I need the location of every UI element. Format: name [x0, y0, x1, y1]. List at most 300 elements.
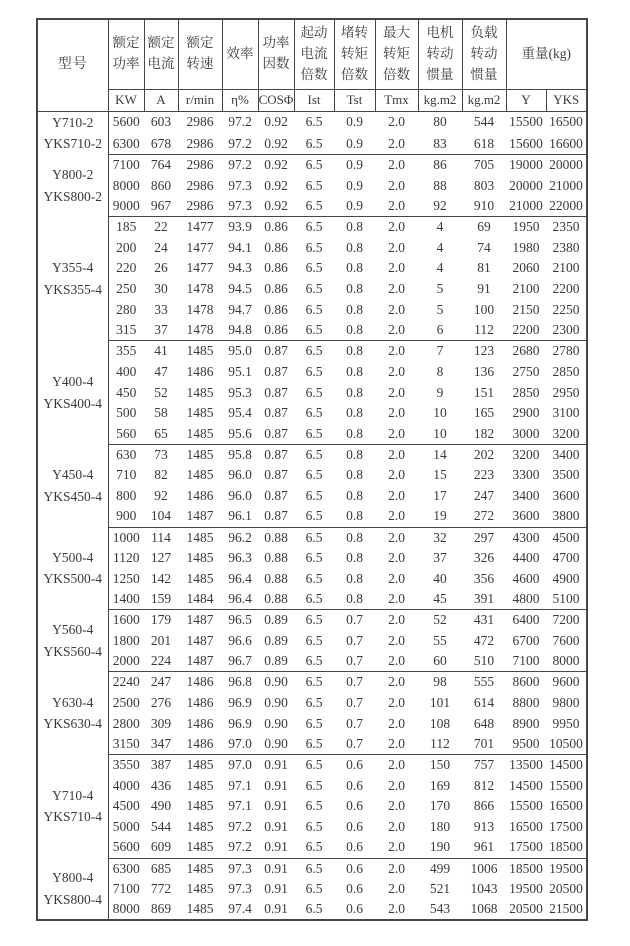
data-cell: 6.5 [305, 384, 323, 400]
data-cell: 2000 [108, 651, 144, 672]
data-cell: 15500 [509, 114, 543, 130]
header-line: 转矩 [383, 45, 410, 61]
data-cell: 400 [116, 363, 137, 379]
data-cell: 6.5 [294, 424, 334, 445]
data-cell: 869 [144, 899, 178, 920]
header-row-units [37, 89, 587, 111]
data-cell: 2.0 [388, 694, 405, 710]
header-line: 电机 [426, 24, 454, 40]
data-cell: 15 [433, 467, 447, 483]
data-cell: 95.3 [228, 384, 252, 400]
header-line: 倍数 [383, 66, 410, 82]
data-cell: 490 [150, 798, 172, 814]
data-cell: 6.5 [294, 589, 334, 610]
data-cell: 0.86 [264, 281, 288, 297]
data-cell: 97.3 [222, 196, 258, 217]
data-cell: 2.0 [388, 177, 405, 193]
table-row [37, 279, 587, 300]
data-cell: 2.0 [388, 446, 405, 462]
data-cell: 0.90 [264, 694, 288, 710]
data-cell: 0.87 [264, 384, 288, 400]
table-row [37, 610, 587, 631]
data-cell: 1486 [186, 694, 214, 710]
data-cell: 6.5 [294, 196, 334, 217]
data-cell: 0.7 [346, 632, 363, 648]
data-cell: 0.8 [334, 506, 375, 527]
data-cell: 2.0 [375, 734, 418, 755]
data-cell: 710 [116, 467, 137, 483]
data-cell: 3200 [546, 424, 587, 445]
data-cell: 0.6 [346, 798, 363, 814]
model-name: Y355-4 [52, 260, 94, 276]
data-cell: 30 [154, 281, 168, 297]
data-cell: 4000 [112, 777, 140, 793]
data-cell: 0.9 [346, 177, 363, 193]
data-cell: 1485 [186, 860, 214, 876]
data-cell: 387 [150, 757, 172, 773]
data-cell: 1487 [178, 651, 222, 672]
data-cell: 95.1 [228, 363, 252, 379]
data-cell: 1484 [178, 589, 222, 610]
data-cell: 6.5 [305, 632, 323, 648]
model-name: Y630-4 [52, 694, 94, 710]
data-cell: 86 [433, 157, 447, 173]
data-cell: 19 [418, 506, 462, 527]
data-cell: 21000 [506, 196, 546, 217]
header-cell [294, 19, 334, 89]
data-cell: 112 [462, 320, 506, 341]
data-cell: 0.87 [258, 506, 294, 527]
data-cell: 97.0 [222, 734, 258, 755]
data-cell: 6.5 [305, 529, 323, 545]
unit-cell: r/min [178, 89, 222, 111]
data-cell: 3400 [512, 488, 540, 504]
data-cell: 6.5 [294, 506, 334, 527]
data-cell: 1485 [186, 798, 214, 814]
data-cell: 2986 [186, 157, 214, 173]
model-name: Y560-4 [52, 622, 94, 638]
data-cell: 1486 [186, 715, 214, 731]
data-cell: 0.8 [346, 529, 363, 545]
data-cell: 95.0 [228, 343, 252, 359]
model-name: Y710-2 [52, 114, 94, 130]
data-cell: 900 [108, 506, 144, 527]
data-cell: 1400 [108, 589, 144, 610]
data-cell: 0.8 [334, 424, 375, 445]
data-cell: 74 [477, 239, 491, 255]
data-cell: 2100 [552, 260, 580, 276]
data-cell: 88 [433, 177, 447, 193]
data-cell: 247 [473, 488, 495, 504]
data-cell: 20500 [549, 881, 583, 897]
table-row [37, 486, 587, 507]
data-cell: 0.7 [334, 734, 375, 755]
data-cell: 2986 [186, 177, 214, 193]
data-cell: 18500 [546, 837, 587, 858]
data-cell: 179 [150, 612, 172, 628]
data-cell: 3150 [108, 734, 144, 755]
data-cell: 0.91 [264, 777, 288, 793]
data-cell: 1485 [186, 343, 214, 359]
data-cell: 0.6 [346, 819, 363, 835]
model-cell [37, 527, 108, 610]
motor-spec-table [36, 18, 588, 921]
table-row [37, 465, 587, 486]
data-cell: 150 [429, 757, 451, 773]
data-cell: 1478 [178, 320, 222, 341]
data-cell: 0.8 [346, 343, 363, 359]
data-cell: 8 [436, 363, 444, 379]
data-cell: 2.0 [375, 589, 418, 610]
data-cell: 0.87 [264, 446, 288, 462]
data-cell: 0.8 [346, 239, 363, 255]
data-cell: 3100 [552, 405, 580, 421]
data-cell: 95.4 [228, 405, 252, 421]
data-cell: 8900 [512, 715, 540, 731]
data-cell: 1485 [186, 446, 214, 462]
data-cell: 0.87 [264, 405, 288, 421]
data-cell: 0.87 [264, 488, 288, 504]
data-cell: 609 [144, 837, 178, 858]
data-cell: 6.5 [305, 281, 323, 297]
data-cell: 1486 [186, 363, 214, 379]
data-cell: 9500 [506, 734, 546, 755]
unit-cell: η% [222, 89, 258, 111]
data-cell: 96.6 [228, 632, 252, 648]
data-cell: 6.5 [305, 177, 323, 193]
data-cell: 1485 [178, 424, 222, 445]
data-cell: 97.2 [222, 837, 258, 858]
data-cell: 544 [150, 819, 172, 835]
data-cell: 2.0 [388, 281, 405, 297]
data-cell: 94.5 [228, 281, 252, 297]
unit-cell: Tst [334, 89, 375, 111]
model-name: YKS450-4 [43, 488, 102, 504]
data-cell: 0.91 [264, 798, 288, 814]
data-cell: 97.1 [228, 798, 252, 814]
data-cell: 272 [462, 506, 506, 527]
data-cell: 0.8 [346, 488, 363, 504]
data-cell: 3600 [506, 506, 546, 527]
data-cell: 47 [154, 363, 168, 379]
data-cell: 2150 [512, 301, 540, 317]
table-row [37, 506, 587, 527]
data-cell: 0.92 [264, 114, 288, 130]
data-cell: 224 [144, 651, 178, 672]
data-cell: 0.90 [264, 674, 288, 690]
data-cell: 6300 [108, 133, 144, 155]
header-line: 转动 [470, 45, 498, 61]
data-cell: 10500 [546, 734, 587, 755]
data-cell: 0.91 [258, 837, 294, 858]
data-cell: 0.8 [346, 301, 363, 317]
data-cell: 55 [433, 632, 447, 648]
data-cell: 180 [429, 819, 451, 835]
data-cell: 1043 [470, 881, 498, 897]
data-cell: 2.0 [388, 757, 405, 773]
data-cell: 391 [462, 589, 506, 610]
unit-cell: COSΦ [258, 89, 294, 111]
data-cell: 544 [473, 114, 495, 130]
data-cell: 3000 [506, 424, 546, 445]
data-cell: 910 [462, 196, 506, 217]
data-cell: 0.9 [346, 114, 363, 130]
data-cell: 220 [116, 260, 137, 276]
model-name: YKS355-4 [43, 281, 102, 297]
data-cell: 15600 [506, 133, 546, 155]
data-cell: 22000 [546, 196, 587, 217]
data-cell: 9800 [552, 694, 580, 710]
data-cell: 6.5 [294, 837, 334, 858]
data-cell: 2.0 [375, 196, 418, 217]
header-cell [375, 19, 418, 89]
data-cell: 0.89 [264, 612, 288, 628]
model-cell [37, 155, 108, 217]
data-cell: 202 [473, 446, 495, 462]
table-row [37, 631, 587, 652]
data-cell: 2380 [552, 239, 580, 255]
header-line: 惯量 [470, 66, 498, 82]
unit-cell: Tmx [375, 89, 418, 111]
data-cell: 69 [477, 219, 491, 235]
header-line: 效率 [226, 45, 254, 61]
data-cell: 8000 [108, 899, 144, 920]
data-cell: 6.5 [305, 114, 323, 130]
data-cell: 6.5 [305, 446, 323, 462]
data-cell: 58 [154, 405, 168, 421]
data-cell: 96.0 [228, 467, 252, 483]
data-cell: 2060 [512, 260, 540, 276]
data-cell: 1487 [186, 632, 214, 648]
data-cell: 6.5 [305, 757, 323, 773]
header-line: 倍数 [341, 66, 368, 82]
model-name: Y500-4 [52, 549, 94, 565]
data-cell: 0.90 [264, 715, 288, 731]
data-cell: 0.88 [264, 570, 288, 586]
data-cell: 97.3 [228, 860, 252, 876]
data-cell: 96.9 [228, 715, 252, 731]
data-cell: 757 [473, 757, 495, 773]
model-name: YKS560-4 [43, 643, 102, 659]
header-cell [178, 19, 222, 89]
data-cell: 14 [433, 446, 447, 462]
data-cell: 2.0 [388, 405, 405, 421]
data-cell: 159 [144, 589, 178, 610]
data-cell: 543 [418, 899, 462, 920]
data-cell: 472 [473, 632, 495, 648]
data-cell: 32 [433, 529, 447, 545]
data-cell: 9000 [108, 196, 144, 217]
data-cell: 560 [108, 424, 144, 445]
data-cell: 24 [154, 239, 168, 255]
data-cell: 6.5 [305, 301, 323, 317]
data-cell: 6.5 [305, 694, 323, 710]
data-cell: 5 [436, 281, 444, 297]
table-row [37, 444, 587, 465]
table-row [37, 403, 587, 424]
table-row [37, 651, 587, 672]
data-cell: 1250 [112, 570, 140, 586]
header-line: 功率 [262, 35, 290, 51]
data-cell: 1485 [186, 819, 214, 835]
data-cell: 0.90 [258, 734, 294, 755]
data-cell: 1486 [186, 674, 214, 690]
data-cell: 82 [154, 467, 168, 483]
data-cell: 8000 [112, 177, 140, 193]
data-cell: 6.5 [305, 239, 323, 255]
data-cell: 60 [418, 651, 462, 672]
data-cell: 5 [436, 301, 444, 317]
data-cell: 2.0 [388, 632, 405, 648]
data-cell: 2.0 [375, 506, 418, 527]
data-cell: 2.0 [388, 715, 405, 731]
data-cell: 6.5 [305, 488, 323, 504]
data-cell: 2.0 [388, 239, 405, 255]
table-row [37, 693, 587, 714]
data-cell: 3550 [112, 757, 140, 773]
data-cell: 2200 [506, 320, 546, 341]
data-cell: 0.7 [346, 694, 363, 710]
model-cell [37, 755, 108, 858]
table-row [37, 217, 587, 238]
data-cell: 6.5 [294, 651, 334, 672]
data-cell: 0.86 [258, 320, 294, 341]
data-cell: 10 [433, 405, 447, 421]
data-cell: 4600 [512, 570, 540, 586]
header-line: 额定 [186, 35, 214, 51]
data-cell: 2986 [178, 196, 222, 217]
data-cell: 81 [477, 260, 491, 276]
data-cell: 22 [154, 219, 168, 235]
table-row [37, 133, 587, 155]
data-cell: 1485 [186, 881, 214, 897]
data-cell: 555 [473, 674, 495, 690]
header-cell [258, 19, 294, 89]
data-cell: 6.5 [305, 881, 323, 897]
data-cell: 0.86 [264, 301, 288, 317]
data-cell: 96.4 [228, 570, 252, 586]
data-cell: 1068 [462, 899, 506, 920]
data-cell: 0.92 [258, 133, 294, 155]
data-cell: 6.5 [305, 550, 323, 566]
header-line: 因数 [262, 56, 290, 72]
data-cell: 309 [150, 715, 172, 731]
table-body [37, 111, 587, 920]
data-cell: 170 [429, 798, 451, 814]
data-cell: 685 [150, 860, 172, 876]
data-cell: 0.86 [264, 219, 288, 235]
model-cell [37, 217, 108, 341]
table-header [37, 19, 587, 111]
data-cell: 37 [433, 550, 447, 566]
data-cell: 450 [116, 384, 137, 400]
data-cell: 2850 [512, 384, 540, 400]
data-cell: 2.0 [375, 133, 418, 155]
data-cell: 1120 [113, 550, 140, 566]
data-cell: 1487 [178, 506, 222, 527]
table-row [37, 341, 587, 362]
table-row [37, 755, 587, 776]
data-cell: 0.7 [346, 715, 363, 731]
data-cell: 6.5 [305, 260, 323, 276]
table-row [37, 568, 587, 589]
header-line: 功率 [112, 56, 140, 72]
data-cell: 3200 [512, 446, 540, 462]
data-cell: 14500 [509, 777, 543, 793]
data-cell: 0.91 [264, 881, 288, 897]
data-cell: 0.8 [346, 363, 363, 379]
data-cell: 6.5 [305, 405, 323, 421]
data-cell: 2.0 [388, 777, 405, 793]
data-cell: 1006 [470, 860, 498, 876]
data-cell: 73 [154, 446, 168, 462]
data-cell: 1950 [512, 219, 540, 235]
data-cell: 2986 [186, 114, 214, 130]
data-cell: 4400 [512, 550, 540, 566]
data-cell: 2.0 [388, 343, 405, 359]
data-cell: 0.9 [334, 196, 375, 217]
data-cell: 9 [436, 384, 444, 400]
data-cell: 2.0 [375, 899, 418, 920]
data-cell: 7600 [552, 632, 580, 648]
header-line: 最大 [383, 24, 410, 40]
model-cell [37, 610, 108, 672]
data-cell: 8600 [512, 674, 540, 690]
table-row [37, 879, 587, 900]
data-cell: 7100 [112, 157, 140, 173]
data-cell: 5100 [546, 589, 587, 610]
table-row [37, 362, 587, 383]
data-cell: 65 [144, 424, 178, 445]
data-cell: 6.5 [294, 320, 334, 341]
data-cell: 0.92 [264, 177, 288, 193]
data-cell: 2750 [512, 363, 540, 379]
data-cell: 83 [418, 133, 462, 155]
data-cell: 4500 [552, 529, 580, 545]
table-row [37, 548, 587, 569]
data-cell: 6.5 [305, 343, 323, 359]
table-row [37, 858, 587, 879]
model-name: YKS400-4 [43, 395, 102, 411]
data-cell: 0.8 [346, 281, 363, 297]
data-cell: 1600 [112, 612, 140, 628]
data-cell: 7200 [552, 612, 580, 628]
data-cell: 96.4 [222, 589, 258, 610]
data-cell: 355 [116, 343, 137, 359]
data-cell: 94.1 [228, 239, 252, 255]
data-cell: 2.0 [388, 612, 405, 628]
data-cell: 2.0 [388, 384, 405, 400]
header-line: 倍数 [300, 66, 328, 82]
data-cell: 618 [462, 133, 506, 155]
data-cell: 4 [436, 219, 444, 235]
header-line: 额定 [147, 35, 175, 51]
data-cell: 21500 [546, 899, 587, 920]
header-line: 惯量 [426, 66, 454, 82]
data-cell: 151 [473, 384, 495, 400]
data-cell: 96.9 [228, 694, 252, 710]
data-cell: 0.87 [264, 363, 288, 379]
data-cell: 96.3 [228, 550, 252, 566]
data-cell: 510 [462, 651, 506, 672]
data-cell: 14500 [549, 757, 583, 773]
table-row [37, 320, 587, 341]
data-cell: 614 [473, 694, 495, 710]
data-cell: 97.2 [228, 819, 252, 835]
data-cell: 2.0 [388, 219, 405, 235]
data-cell: 3600 [552, 488, 580, 504]
data-cell: 80 [433, 114, 447, 130]
